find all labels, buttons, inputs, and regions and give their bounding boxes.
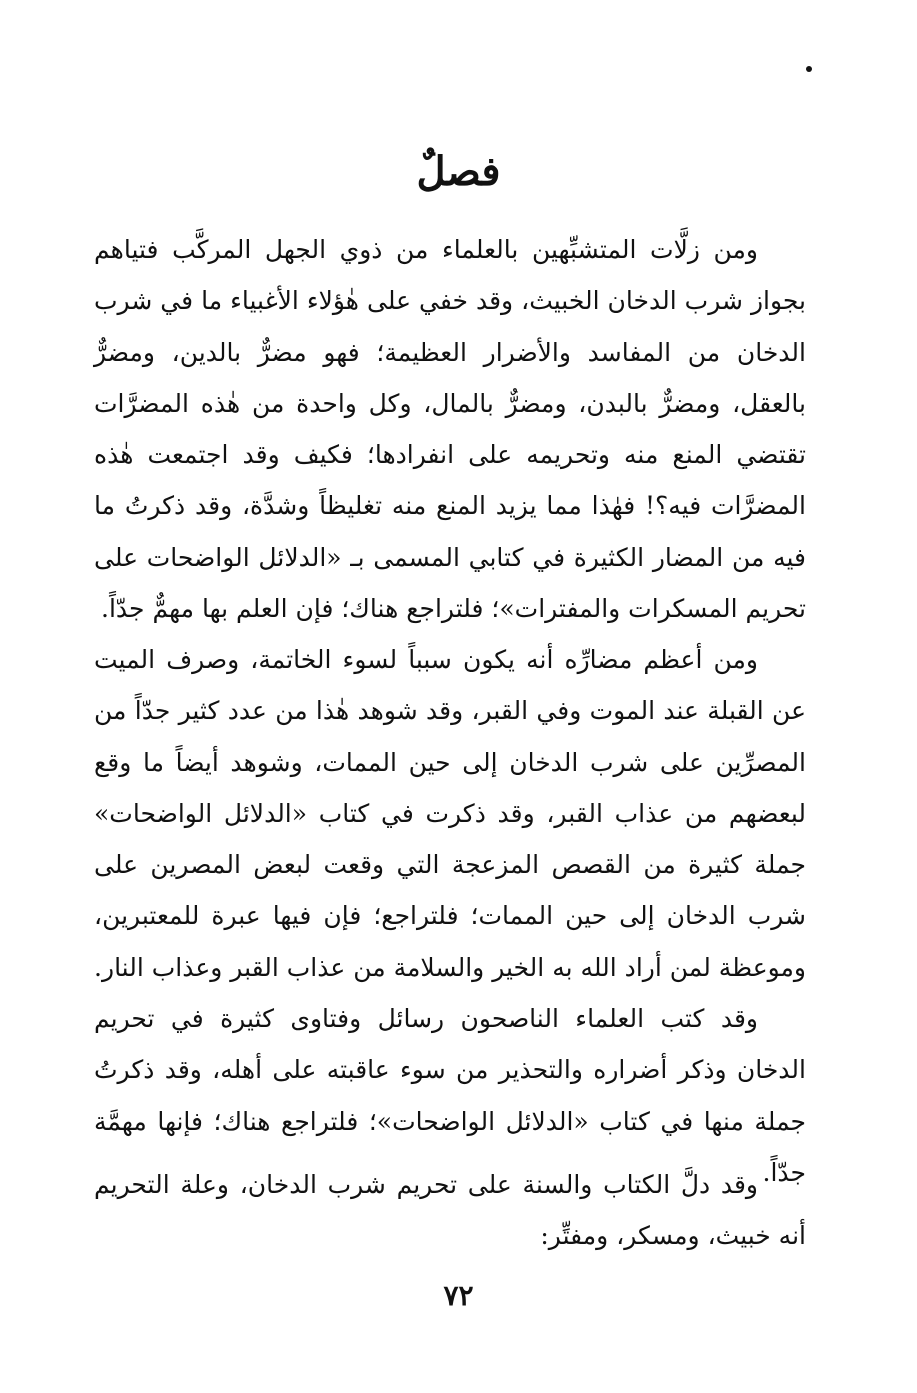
paragraph-text: ومن أعظم مضارِّه أنه يكون سبباً لسوء الخاتمة، وصرف الميت عن القبلة عند الموت وفي القبر، وقد شوهد هٰذا من عدد كثير جدّاً من المصرِّين على شرب الدخان إلى حين الممات، وشوهد أيضاً ما وقع لبعضهم من عذاب القبر، وقد ذكرت في كتاب «الدلائل الواضحات» جملة كثيرة من القصص المزعجة التي وقعت لبعض المصرين على شرب الدخان إلى حين الممات؛ فلتراجع؛ فإن فيها عبرة للمعتبرين، وموعظة لمن أراد الله به الخير والسلامة من عذاب القبر وعذاب النار.: [94, 645, 806, 982]
paragraph-1: [94, 224, 806, 634]
page-number: ٧٢: [443, 1279, 474, 1312]
paragraph-4: [94, 1159, 806, 1262]
section-title: فصلٌ: [416, 148, 501, 195]
paragraph-text: وقد دلَّ الكتاب والسنة على تحريم شرب الدخان، وعلة التحريم أنه خبيث، ومسكر، ومفتِّر:: [94, 1170, 806, 1251]
paragraph-text: وقد كتب العلماء الناصحون رسائل وفتاوى كثيرة في تحريم الدخان وذكر أضراره والتحذير من سوء عاقبته على أهله، وقد ذكرتُ جملة منها في كتاب «الدلائل الواضحات»؛ فلتراجع هناك؛ فإنها مهمَّة جدّاً.: [94, 1004, 806, 1187]
ink-dot: [806, 66, 812, 72]
paragraph-text: ومن زلَّات المتشبِّهين بالعلماء من ذوي الجهل المركَّب فتياهم بجواز شرب الدخان الخبيث، وقد خفي على هٰؤلاء الأغبياء ما في شرب الدخان من المفاسد والأضرار العظيمة؛ فهو مضرٌّ بالدين، ومضرٌّ بالعقل، ومضرٌّ بالبدن، ومضرٌّ بالمال، وكل واحدة من هٰذه المضرَّات تقتضي المنع منه وتحريمه على انفرادها؛ فكيف وقد اجتمعت هٰذه المضرَّات فيه؟! فهٰذا مما يزيد المنع منه تغليظاً وشدَّة، وقد ذكرتُ ما فيه من المضار الكثيرة في كتابي المسمى بـ «الدلائل الواضحات على تحريم المسكرات والمفترات»؛ فلتراجع هناك؛ فإن العلم بها مهمٌّ جدّاً.: [94, 235, 806, 624]
paragraph-2: [94, 634, 806, 993]
